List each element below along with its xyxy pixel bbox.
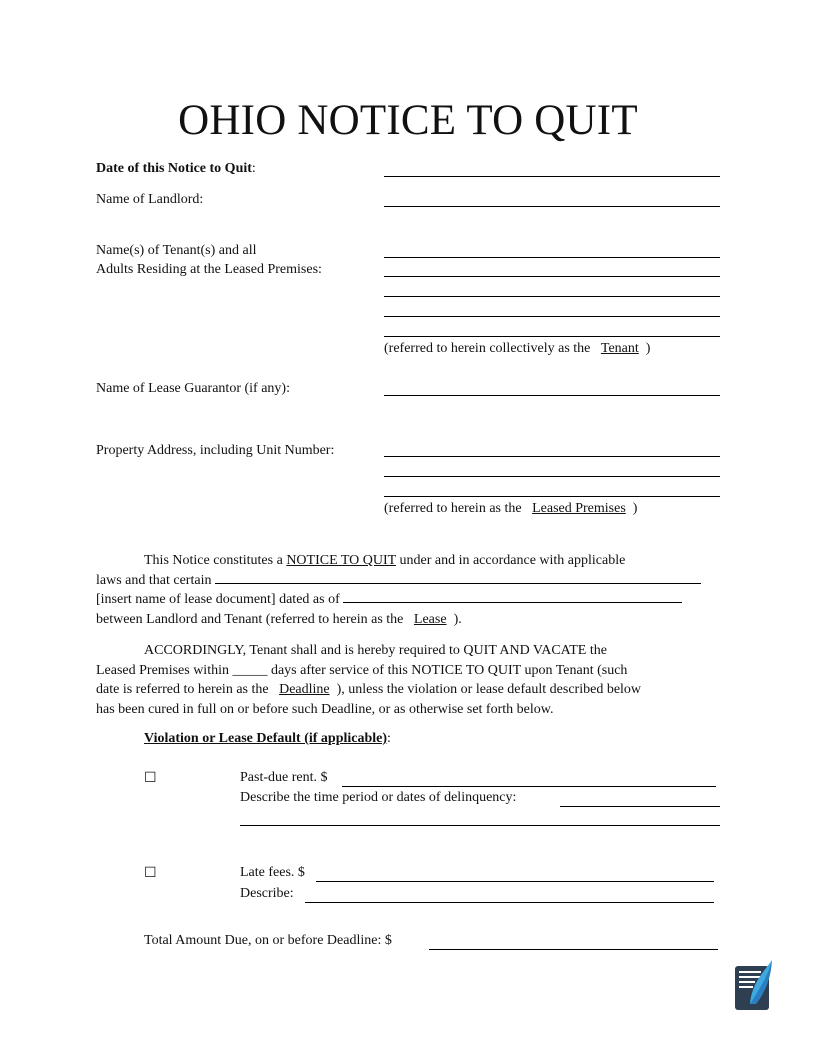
violation-heading-row [144, 731, 391, 747]
total-label: Total Amount Due, on or before Deadline: $ [144, 933, 392, 948]
tenant-field-3[interactable] [384, 296, 720, 297]
lease-date-field[interactable] [343, 590, 682, 603]
late-fees-describe-label: Describe: [240, 886, 294, 901]
para2-text4: ), unless the violation or lease default described below [336, 682, 642, 697]
rent-label: Past-due rent. $ [240, 770, 328, 785]
violation-colon: : [387, 731, 391, 746]
para2-line1 [96, 641, 720, 661]
late-fees-amount-field[interactable] [316, 881, 714, 882]
para1-text2: under and in accordance with applicable [395, 553, 626, 568]
late-fees-label: Late fees. $ [240, 865, 305, 880]
premises-note-post: ) [632, 501, 638, 516]
para1-text5: between Landlord and Tenant (referred to herein as the [96, 611, 407, 627]
tenant-label-2: Adults Residing at the Leased Premises: [96, 262, 322, 277]
tenant-label-1: Name(s) of Tenant(s) and all [96, 243, 257, 258]
rent-amount-field[interactable] [342, 786, 716, 787]
property-field-3[interactable] [384, 496, 720, 497]
date-field[interactable] [384, 176, 720, 177]
tenant-field-4[interactable] [384, 316, 720, 317]
premises-note [384, 501, 637, 517]
rent-describe-field[interactable] [560, 806, 720, 807]
para1-line1 [96, 551, 720, 571]
guarantor-label: Name of Lease Guarantor (if any): [96, 381, 290, 396]
date-label: Date of this Notice to Quit [96, 161, 252, 176]
para1-text6: ). [453, 611, 462, 627]
property-field-1[interactable] [384, 456, 720, 457]
landlord-field[interactable] [384, 206, 720, 207]
date-colon: : [251, 161, 256, 176]
rent-describe-label: Describe the time period or dates of delinquency: [240, 790, 517, 805]
formswift-logo-icon [734, 958, 774, 1012]
premises-term: Leased Premises [532, 501, 626, 516]
tenant-note-pre: (referred to herein collectively as the [384, 341, 591, 356]
notice-term: NOTICE TO QUIT [286, 553, 396, 568]
tenant-note [384, 341, 650, 357]
para2-line2: Leased Premises within _____ days after service of this NOTICE TO QUIT upon Tenant (such [96, 662, 628, 678]
para1-text1: This Notice constitutes a [144, 553, 287, 568]
deadline-term: Deadline [279, 682, 330, 697]
para1-text3: laws and that certain [96, 572, 215, 588]
rent-describe-field-2[interactable] [240, 825, 720, 826]
landlord-label: Name of Landlord: [96, 192, 204, 207]
premises-note-pre: (referred to herein as the [384, 501, 522, 516]
rent-checkbox[interactable]: ☐ [144, 771, 157, 786]
late-fees-describe-field[interactable] [305, 902, 714, 903]
late-fees-checkbox[interactable]: ☐ [144, 866, 157, 881]
tenant-note-post: ) [645, 341, 651, 356]
document-title: OHIO NOTICE TO QUIT [178, 97, 638, 144]
quit-paragraph [96, 641, 720, 719]
para1-line2 [96, 571, 720, 591]
notice-paragraph [96, 551, 720, 629]
date-label-row [96, 159, 256, 178]
para1-line3 [96, 590, 720, 610]
para1-text4: [insert name of lease document] dated as of [96, 592, 344, 607]
tenant-field-1[interactable] [384, 257, 720, 258]
lease-name-field[interactable] [215, 571, 701, 584]
para2-text1: ACCORDINGLY, Tenant shall and is hereby required to QUIT AND VACATE the [144, 643, 607, 658]
para2-text3: date is referred to herein as the [96, 682, 273, 697]
tenant-term: Tenant [600, 341, 639, 356]
para1-line4 [96, 610, 720, 630]
tenant-field-2[interactable] [384, 276, 720, 277]
para2-line3 [96, 680, 720, 700]
total-amount-field[interactable] [429, 949, 718, 950]
guarantor-field[interactable] [384, 395, 720, 396]
property-field-2[interactable] [384, 476, 720, 477]
tenant-field-5[interactable] [384, 336, 720, 337]
violation-heading: Violation or Lease Default (if applicable) [144, 731, 388, 746]
lease-term: Lease [413, 611, 447, 627]
para2-line4: has been cured in full on or before such Deadline, or as otherwise set forth below. [96, 701, 554, 717]
property-label: Property Address, including Unit Number: [96, 443, 335, 458]
